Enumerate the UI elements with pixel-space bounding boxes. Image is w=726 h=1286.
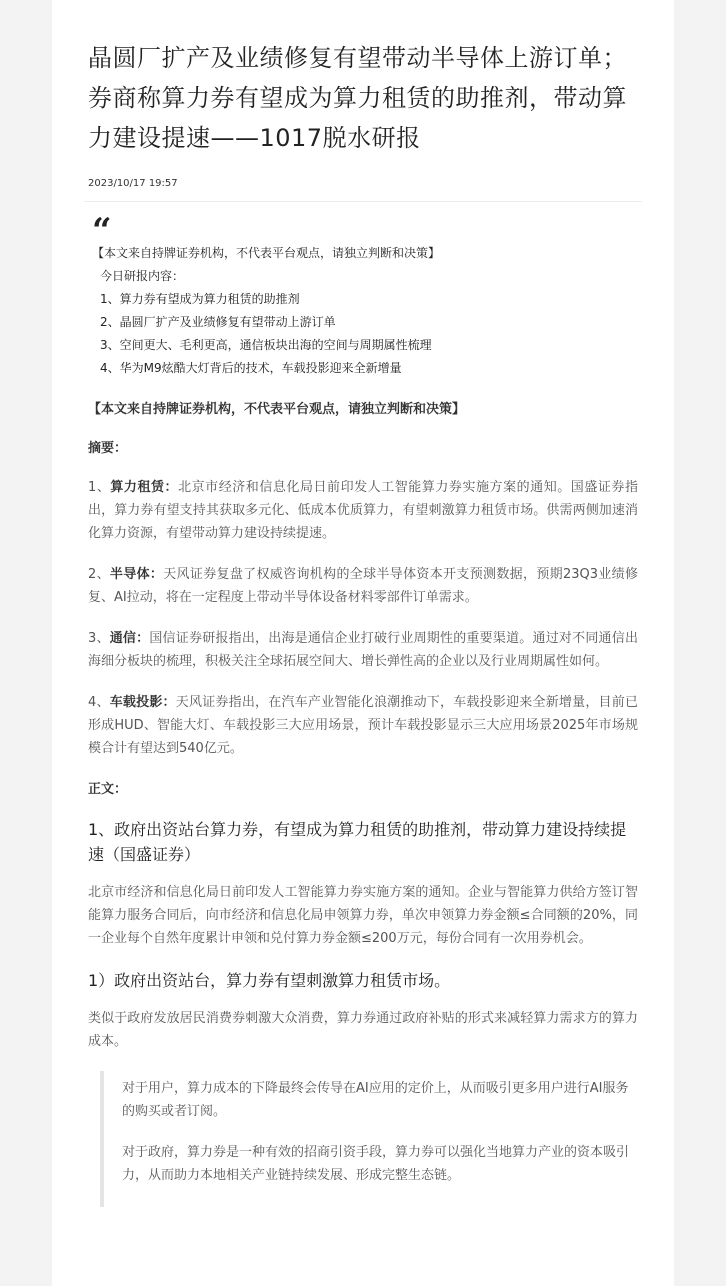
point-text: 北京市经济和信息化局日前印发人工智能算力券实施方案的通知。国盛证券指出，算力券有望支持其获取多元化、低成本优质算力，有望刺激算力租赁市场。供需两侧加速消化算力资源，有望带动算力建设持续提速。: [88, 480, 638, 541]
publish-date: 2023/10/17 19:57: [88, 178, 178, 189]
summary-heading: 摘要：: [88, 441, 128, 456]
article-page: [52, 0, 674, 1286]
point-text: 天风证券指出，在汽车产业智能化浪潮推动下，车载投影迎来全新增量，目前已形成HUD、智能大灯、车载投影三大应用场景，预计车载投影显示三大应用场景2025年市场规模合计有望达到540亿元。: [88, 695, 638, 756]
point-prefix: 4、: [88, 695, 110, 710]
blockquote-paragraph: 对于用户，算力成本的下降最终会传导在AI应用的定价上，从而吸引更多用户进行AI服务的购买或者订阅。: [122, 1081, 629, 1119]
point-text: 国信证券研报指出，出海是通信企业打破行业周期性的重要渠道。通过对不同通信出海细分板块的梳理，积极关注全球拓展空间大、增长弹性高的企业以及行业周期属性如何。: [88, 631, 638, 669]
body-heading: 正文：: [88, 782, 128, 797]
report-item: 1、算力券有望成为算力租赁的助推剂: [100, 292, 300, 306]
point-text: 天风证券复盘了权威咨询机构的全球半导体资本开支预测数据，预期23Q3业绩修复、AI拉动，将在一定程度上带动半导体设备材料零部件订单需求。: [88, 567, 638, 605]
point-prefix: 2、: [88, 567, 110, 582]
summary-point: [88, 627, 638, 673]
divider: [84, 201, 642, 202]
report-item: 3、空间更大、毛利更高，通信板块出海的空间与周期属性梳理: [100, 338, 432, 352]
source-note: 【本文来自持牌证券机构，不代表平台观点，请独立判断和决策】: [92, 246, 441, 260]
quote-mark-icon: “: [92, 211, 112, 251]
report-intro: 今日研报内容：: [100, 269, 185, 283]
disclaimer: 【本文来自持牌证券机构，不代表平台观点，请独立判断和决策】: [88, 402, 466, 417]
point-prefix: 1、: [88, 480, 111, 495]
summary-point: [88, 691, 638, 760]
point-label: 算力租赁：: [110, 480, 179, 495]
article-title: 晶圆厂扩产及业绩修复有望带动半导体上游订单；券商称算力券有望成为算力租赁的助推剂，带动算力建设提速——1017脱水研报: [88, 44, 627, 152]
summary-point: [88, 563, 638, 609]
blockquote-paragraph: 对于政府，算力券是一种有效的招商引资手段，算力券可以强化当地算力产业的资本吸引力，从而助力本地相关产业链持续发展、形成完整生态链。: [122, 1145, 630, 1183]
blockquote: [100, 1071, 638, 1207]
summary-point: [88, 476, 638, 545]
summary-quote-box: [88, 211, 638, 380]
section-paragraph: 北京市经济和信息化局日前印发人工智能算力券实施方案的通知。企业与智能算力供给方签订智能算力服务合同后，向市经济和信息化局申领算力券，单次申领算力券金额≤合同额的20%，同一企业每个自然年度累计申领和兑付算力券金额≤200万元，每份合同有一次用券机会。: [88, 885, 638, 946]
point-label: 车载投影：: [109, 695, 176, 710]
subsection-title: 1）政府出资站台，算力券有望刺激算力租赁市场。: [88, 971, 451, 990]
subsection-paragraph: 类似于政府发放居民消费券刺激大众消费，算力券通过政府补贴的形式来减轻算力需求方的算力成本。: [88, 1011, 638, 1049]
point-prefix: 3、: [88, 631, 110, 646]
point-label: 半导体：: [109, 567, 164, 582]
report-item: 2、晶圆厂扩产及业绩修复有望带动上游订单: [100, 315, 336, 329]
section-title: 1、政府出资站台算力券，有望成为算力租赁的助推剂，带动算力建设持续提速（国盛证券）: [88, 820, 627, 864]
point-label: 通信：: [109, 631, 150, 646]
report-item: 4、华为M9炫酷大灯背后的技术，车载投影迎来全新增量: [100, 361, 402, 375]
